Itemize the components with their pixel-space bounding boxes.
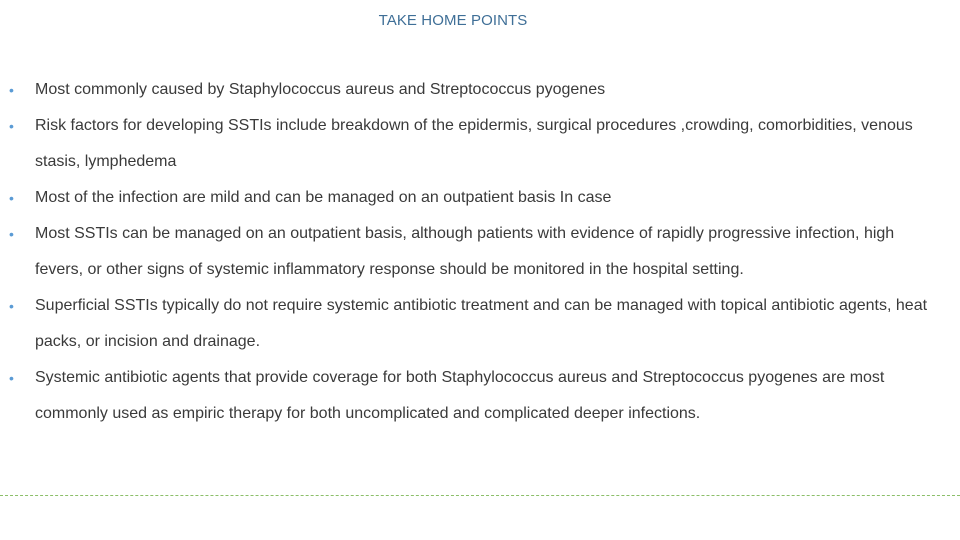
bullet-item: [0, 72, 960, 108]
bullet-item: [0, 360, 960, 432]
slide-title: TAKE HOME POINTS: [378, 12, 528, 29]
bullet-dot-icon: •: [9, 226, 14, 242]
bullet-item: [0, 216, 960, 288]
bullet-dot-icon: •: [9, 190, 14, 206]
footer-divider: [0, 495, 960, 496]
bullet-list: [0, 72, 960, 432]
bullet-text: Most SSTIs can be managed on an outpatient basis, although patients with evidence of rapidly progressive infection, high fevers, or other signs of systemic inflammatory response should be monitored in the hospital setting.: [35, 225, 895, 278]
bullet-text: Risk factors for developing SSTIs include breakdown of the epidermis, surgical procedures ,crowding, comorbidities, venous stasis, lymphedema: [35, 117, 913, 170]
bullet-text: Systemic antibiotic agents that provide coverage for both Staphylococcus aureus and Streptococcus pyogenes are most commonly used as empiric therapy for both uncomplicated and complicated deeper infections.: [35, 369, 885, 422]
bullet-dot-icon: •: [9, 370, 14, 386]
bullet-text: Superficial SSTIs typically do not require systemic antibiotic treatment and can be managed with topical antibiotic agents, heat packs, or incision and drainage.: [35, 297, 928, 350]
bullet-item: [0, 288, 960, 360]
bullet-item: [0, 180, 960, 216]
bullet-text: Most of the infection are mild and can be managed on an outpatient basis In case: [35, 189, 612, 206]
bullet-dot-icon: •: [9, 82, 14, 98]
bullet-dot-icon: •: [9, 298, 14, 314]
bullet-text: Most commonly caused by Staphylococcus aureus and Streptococcus pyogenes: [35, 81, 606, 98]
bullet-item: [0, 108, 960, 180]
bullet-dot-icon: •: [9, 118, 14, 134]
